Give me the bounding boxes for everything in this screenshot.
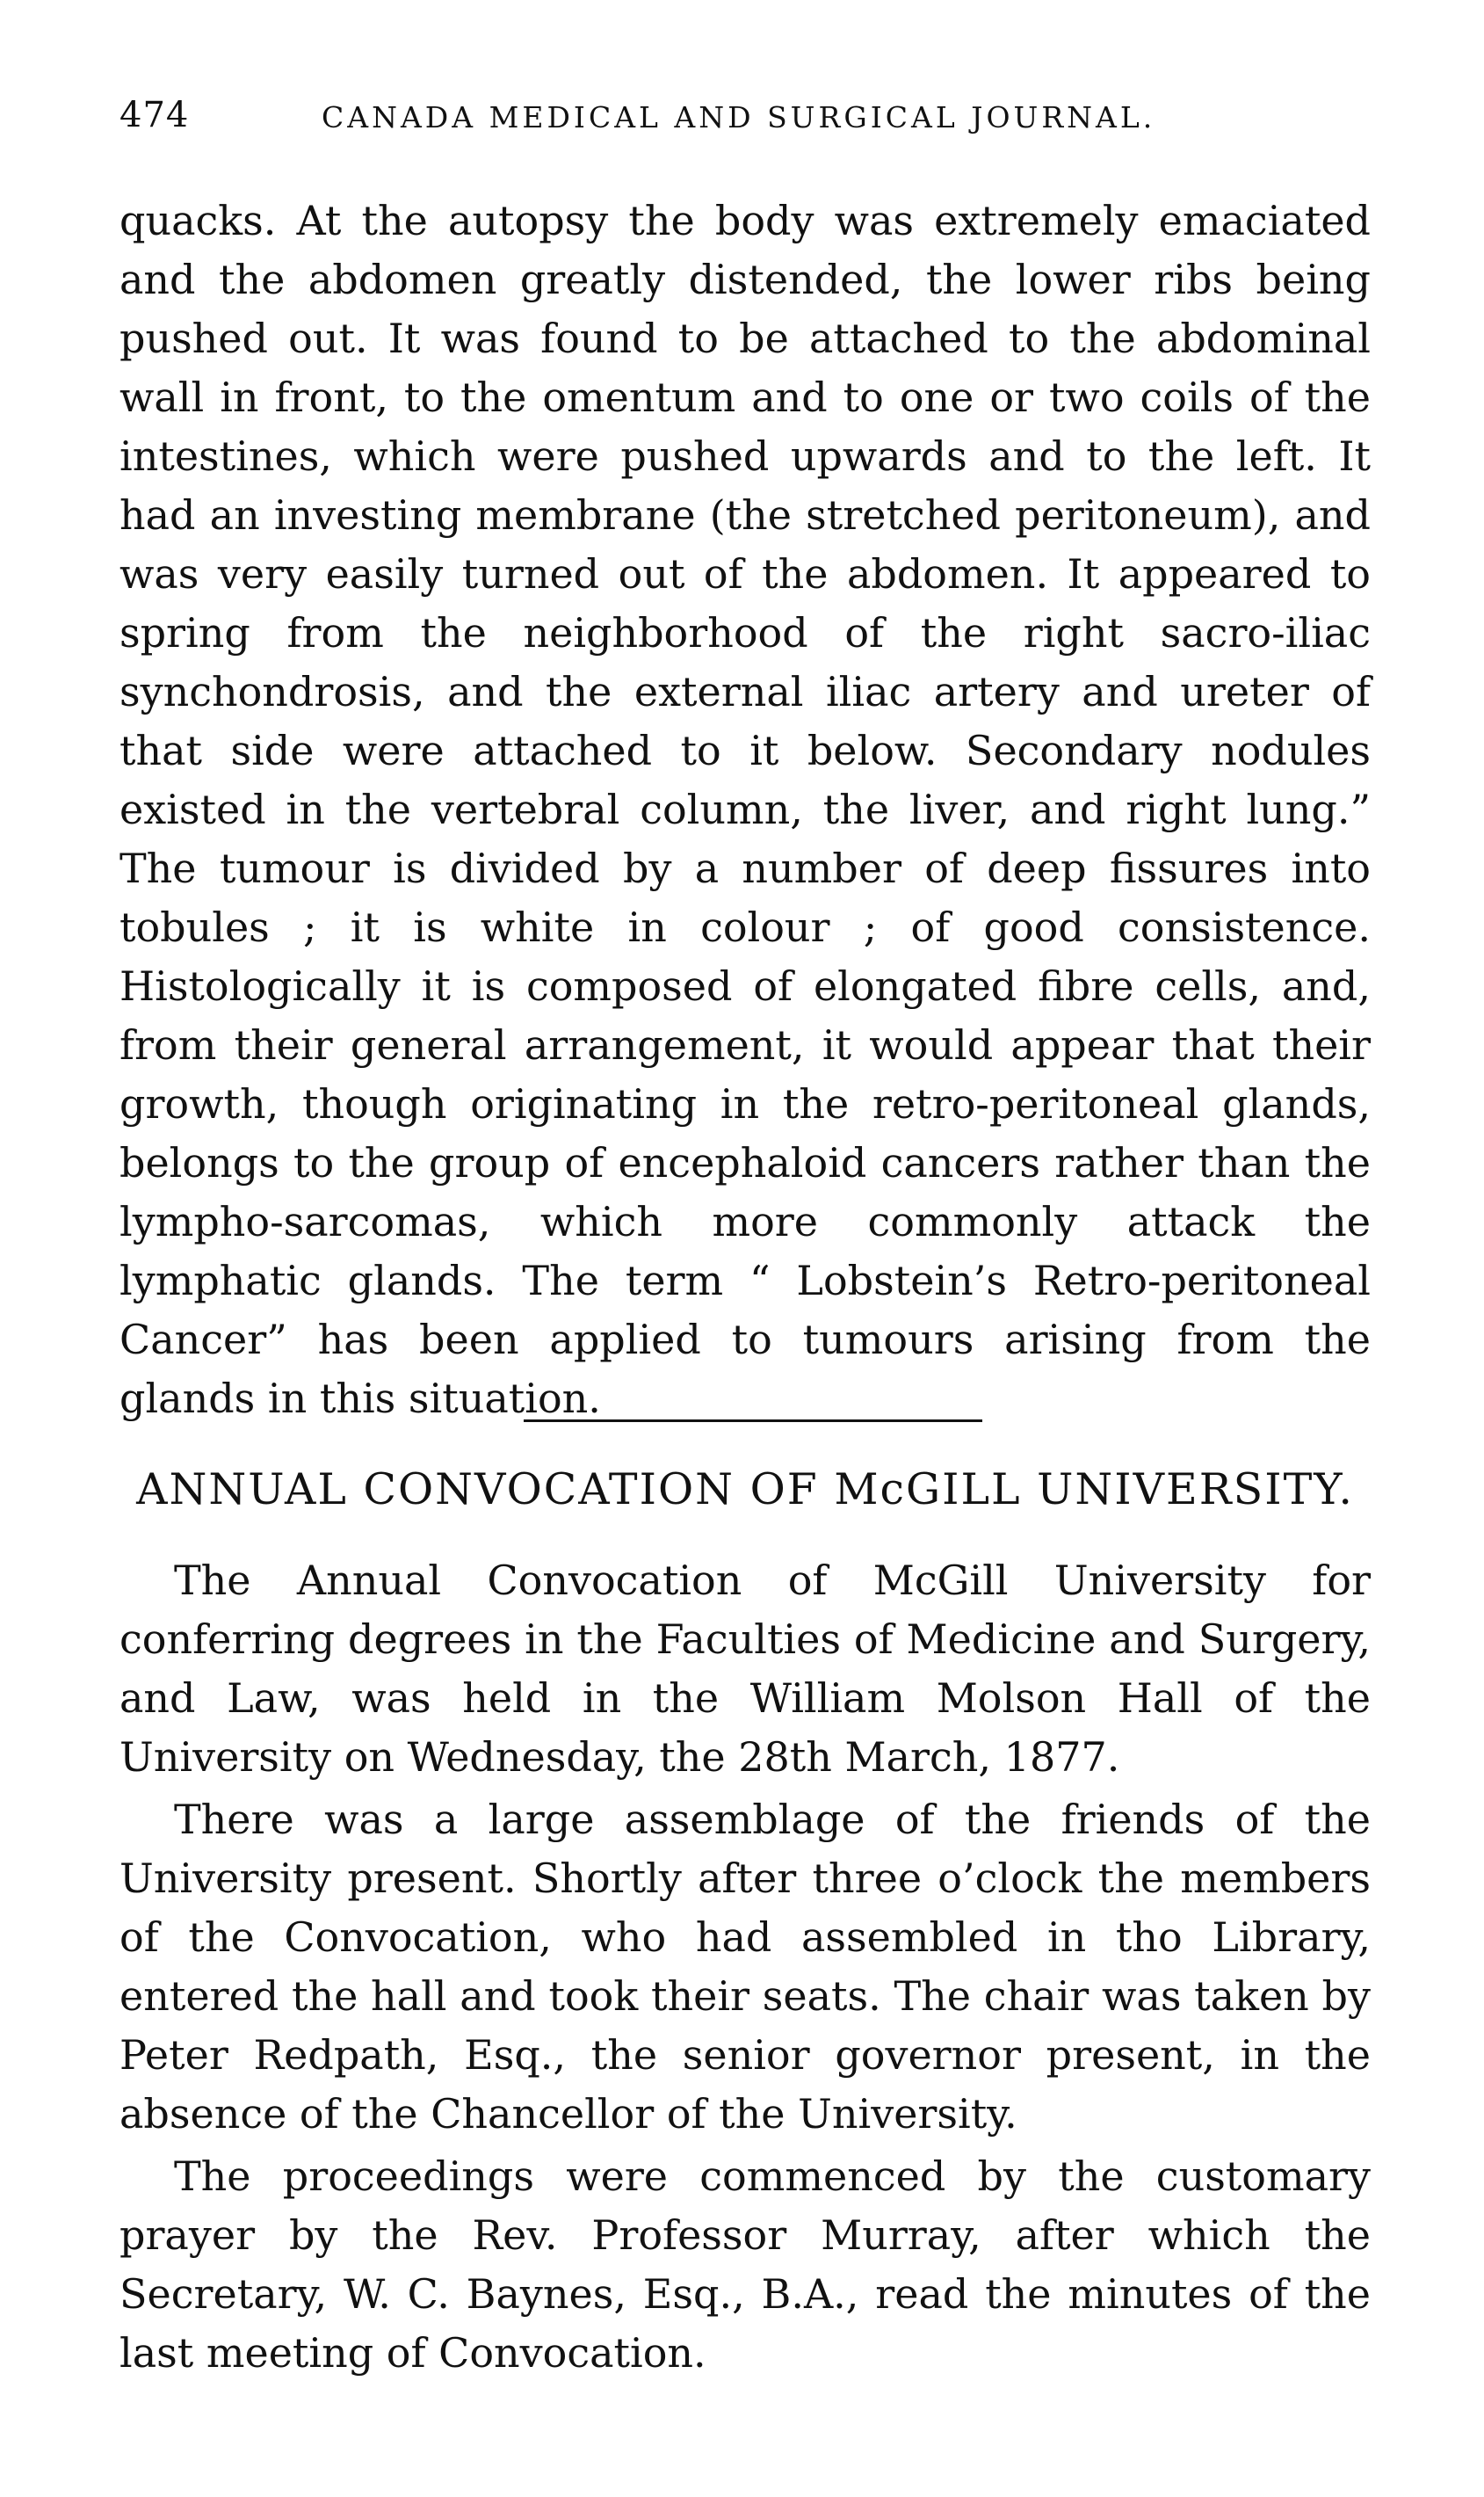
journal-title: CANADA MEDICAL AND SURGICAL JOURNAL. (322, 100, 1156, 134)
continued-article-text (119, 192, 1371, 1428)
section-heading: ANNUAL CONVOCATION OF McGILL UNIVERSITY. (136, 1464, 1354, 1514)
convocation-article-text (119, 1551, 1371, 2383)
running-head (119, 95, 1367, 148)
paragraph: The Annual Convocation of McGill University for conferring degrees in the Faculties of Medicine and Surgery, and Law, was held in the William Molson Hall of the University on Wednesday, the 28th March, 1877. (119, 1557, 1371, 1781)
continued-paragraph: quacks. At the autopsy the body was extremely emaciated and the abdomen greatly distended, the lower ribs being pushed out. It was found to be attached to the abdominal wall in front, to the omentum and to one or two coils of the intestines, which were pushed upwards and to the left. It had an investing membrane (the stretched peritoneum), and was very easily turned out of the abdomen. It appeared to spring from the neighborhood of the right sacro-iliac synchondrosis, and the external iliac artery and ureter of that side were attached to it below. Secondary nodules existed in the vertebral column, the liver, and right lung.” The tumour is divided by a number of deep fissures into tobules ; it is white in colour ; of good consistence. Histologically it is composed of elongated fibre cells, and, from their general arrangement, it would appear that their growth, though originating in the retro-peritoneal glands, belongs to the group of encephaloid cancers rather than the lympho-sarcomas, which more commonly attack the lymphatic glands. The term “ Lobstein’s Retro-peritoneal Cancer” has been applied to tumours arising from the glands in this situation. (119, 197, 1371, 1422)
paragraph: The proceedings were commenced by the customary prayer by the Rev. Professor Murray, after which the Secretary, W. C. Baynes, Esq., B.A., read the minutes of the last meeting of Convocation. (119, 2152, 1371, 2377)
section-divider (524, 1419, 982, 1422)
paragraph: There was a large assemblage of the friends of the University present. Shortly after three o’clock the members of the Convocation, who had assembled in tho Library, entered the hall and took their seats. The chair was taken by Peter Redpath, Esq., the senior governor present, in the absence of the Chancellor of the University. (119, 1796, 1371, 2138)
page-number: 474 (119, 95, 190, 135)
